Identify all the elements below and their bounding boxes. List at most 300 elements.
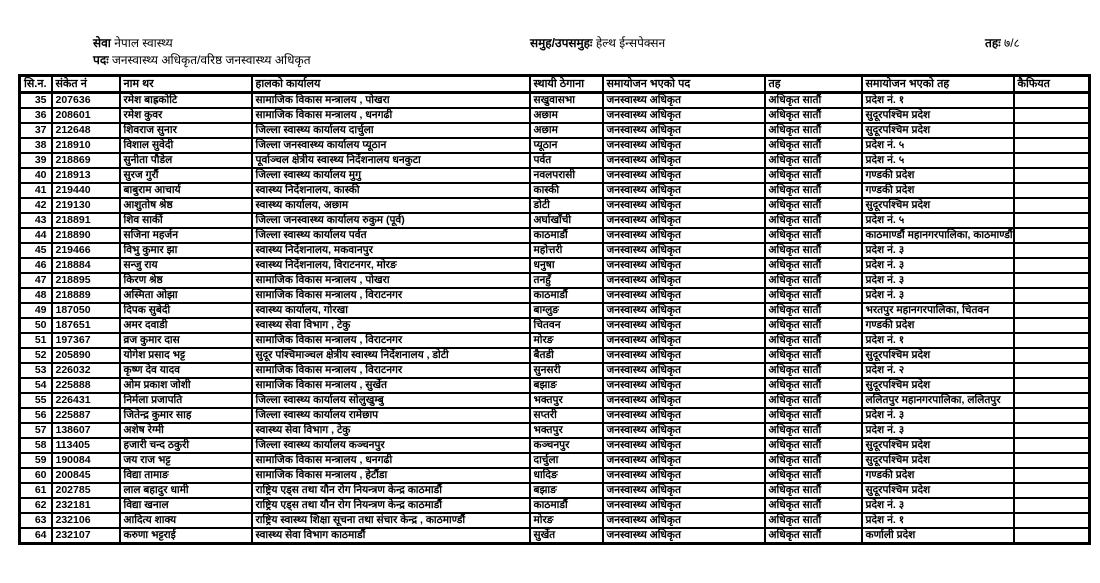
column-header: संकेत नं: [52, 76, 120, 93]
table-cell: प्रदेश नं. ३: [862, 423, 1014, 438]
table-cell: राष्ट्रिय एड्स तथा यौन रोग नियन्त्रण केन्द्र काठमाडौं: [252, 483, 530, 498]
table-cell: 49: [20, 303, 52, 318]
table-cell: 218913: [52, 168, 120, 183]
table-cell: प्रदेश नं. ३: [862, 258, 1014, 273]
table-cell: 43: [20, 213, 52, 228]
table-cell: सामाजिक विकास मन्त्रालय , विराटनगर: [252, 333, 530, 348]
table-cell: प्रदेश नं. ३: [862, 408, 1014, 423]
table-cell: [1014, 138, 1090, 153]
level-label: तहः: [985, 36, 1001, 50]
table-cell: काठमाडौं: [530, 498, 603, 513]
table-cell: अधिकृत सातौं: [765, 408, 862, 423]
table-cell: स्वास्थ्य सेवा विभाग , टेकु: [252, 318, 530, 333]
table-cell: जनस्वास्थ्य अधिकृत: [603, 333, 765, 348]
table-cell: अधिकृत सातौं: [765, 468, 862, 483]
table-cell: [1014, 438, 1090, 453]
table-cell: बझाङ: [530, 483, 603, 498]
table-cell: 219130: [52, 198, 120, 213]
table-row: [20, 93, 1090, 109]
table-cell: कृष्ण देव यादव: [120, 363, 252, 378]
table-cell: जनस्वास्थ्य अधिकृत: [603, 423, 765, 438]
table-header-row: [20, 76, 1090, 93]
table-row: [20, 108, 1090, 123]
table-cell: अधिकृत सातौं: [765, 273, 862, 288]
table-cell: 218895: [52, 273, 120, 288]
table-row: [20, 138, 1090, 153]
table-cell: 60: [20, 468, 52, 483]
service-line: [93, 34, 173, 51]
table-cell: 225888: [52, 378, 120, 393]
table-cell: कर्णाली प्रदेश: [862, 528, 1014, 544]
table-cell: विशाल सुवेदी: [120, 138, 252, 153]
table-cell: अधिकृत सातौं: [765, 303, 862, 318]
table-cell: जनस्वास्थ्य अधिकृत: [603, 273, 765, 288]
table-cell: लाल बहादुर धामी: [120, 483, 252, 498]
table-cell: सुदूरपश्चिम प्रदेश: [862, 108, 1014, 123]
table-cell: 232106: [52, 513, 120, 528]
table-cell: 37: [20, 123, 52, 138]
table-cell: स्वास्थ्य निर्देशनालय, मकवानपुर: [252, 243, 530, 258]
table-cell: डोटी: [530, 198, 603, 213]
table-cell: 52: [20, 348, 52, 363]
table-cell: अधिकृत सातौं: [765, 528, 862, 544]
table-cell: स्वास्थ्य कार्यालय, अछाम: [252, 198, 530, 213]
table-cell: [1014, 303, 1090, 318]
table-cell: अधिकृत सातौं: [765, 483, 862, 498]
table-cell: सजिना महर्जन: [120, 228, 252, 243]
table-cell: अधिकृत सातौं: [765, 183, 862, 198]
table-cell: 35: [20, 93, 52, 109]
table-cell: प्रदेश नं. ५: [862, 213, 1014, 228]
table-cell: जनस्वास्थ्य अधिकृत: [603, 168, 765, 183]
table-cell: 205890: [52, 348, 120, 363]
table-cell: सन्जु राय: [120, 258, 252, 273]
table-cell: हजारी चन्द ठकुरी: [120, 438, 252, 453]
table-cell: 218891: [52, 213, 120, 228]
table-cell: दिपक सुबेदी: [120, 303, 252, 318]
table-cell: 202785: [52, 483, 120, 498]
table-cell: जितेन्द्र कुमार साह: [120, 408, 252, 423]
table-cell: अधिकृत सातौं: [765, 153, 862, 168]
table-cell: सामाजिक विकास मन्त्रालय , विराटनगर: [252, 363, 530, 378]
table-cell: 53: [20, 363, 52, 378]
table-cell: सामाजिक विकास मन्त्रालय , पोखरा: [252, 93, 530, 109]
table-row: [20, 243, 1090, 258]
table-cell: [1014, 453, 1090, 468]
table-cell: 187651: [52, 318, 120, 333]
table-cell: पर्वत: [530, 153, 603, 168]
table-cell: 232181: [52, 498, 120, 513]
table-cell: अधिकृत सातौं: [765, 393, 862, 408]
table-cell: 58: [20, 438, 52, 453]
column-header: स्थायी ठेगाना: [530, 76, 603, 93]
table-cell: सुदूरपश्चिम प्रदेश: [862, 483, 1014, 498]
table-cell: अधिकृत सातौं: [765, 228, 862, 243]
table-cell: अधिकृत सातौं: [765, 123, 862, 138]
table-cell: [1014, 153, 1090, 168]
table-cell: सामाजिक विकास मन्त्रालय , विराटनगर: [252, 288, 530, 303]
table-cell: [1014, 393, 1090, 408]
table-cell: 218910: [52, 138, 120, 153]
table-row: [20, 393, 1090, 408]
table-cell: 61: [20, 483, 52, 498]
table-cell: जनस्वास्थ्य अधिकृत: [603, 453, 765, 468]
table-cell: भरतपुर महानगरपालिका, चितवन: [862, 303, 1014, 318]
table-cell: अधिकृत सातौं: [765, 288, 862, 303]
table-cell: गण्डकी प्रदेश: [862, 183, 1014, 198]
table-cell: सामाजिक विकास मन्त्रालय , धनगढी: [252, 108, 530, 123]
table-cell: 218884: [52, 258, 120, 273]
table-cell: जनस्वास्थ्य अधिकृत: [603, 183, 765, 198]
table-cell: भक्तपुर: [530, 423, 603, 438]
table-cell: सुनीता पौडेल: [120, 153, 252, 168]
table-cell: [1014, 528, 1090, 544]
table-row: [20, 168, 1090, 183]
table-cell: 197367: [52, 333, 120, 348]
table-cell: जनस्वास्थ्य अधिकृत: [603, 378, 765, 393]
table-cell: [1014, 213, 1090, 228]
table-cell: चितवन: [530, 318, 603, 333]
level-line: [985, 34, 1020, 51]
table-cell: 51: [20, 333, 52, 348]
table-row: [20, 153, 1090, 168]
table-cell: प्रदेश नं. २: [862, 363, 1014, 378]
table-cell: [1014, 378, 1090, 393]
table-cell: 54: [20, 378, 52, 393]
column-header: समायोजन भएको पद: [603, 76, 765, 93]
table-cell: जनस्वास्थ्य अधिकृत: [603, 348, 765, 363]
table-row: [20, 123, 1090, 138]
table-cell: जिल्ला स्वास्थ्य कार्यालय सोलुखुम्बु: [252, 393, 530, 408]
service-value: नेपाल स्वास्थ्य: [114, 36, 173, 50]
table-cell: [1014, 183, 1090, 198]
table-cell: 212648: [52, 123, 120, 138]
table-cell: गण्डकी प्रदेश: [862, 318, 1014, 333]
table-cell: जनस्वास्थ्य अधिकृत: [603, 138, 765, 153]
table-row: [20, 483, 1090, 498]
table-cell: जिल्ला स्वास्थ्य कार्यालय दार्चुला: [252, 123, 530, 138]
table-cell: 62: [20, 498, 52, 513]
table-cell: [1014, 498, 1090, 513]
table-cell: प्यूठान: [530, 138, 603, 153]
table-cell: सुदूरपश्चिम प्रदेश: [862, 123, 1014, 138]
table-cell: सुदूरपश्चिम प्रदेश: [862, 348, 1014, 363]
table-cell: 57: [20, 423, 52, 438]
table-cell: अधिकृत सातौं: [765, 243, 862, 258]
table-cell: 218869: [52, 153, 120, 168]
table-cell: अधिकृत सातौं: [765, 378, 862, 393]
table-cell: 226431: [52, 393, 120, 408]
table-cell: प्रदेश नं. १: [862, 93, 1014, 109]
table-cell: [1014, 318, 1090, 333]
service-label: सेवा: [93, 36, 111, 50]
table-cell: रमेश कुवर: [120, 108, 252, 123]
table-cell: ओम प्रकाश जोशी: [120, 378, 252, 393]
table-cell: जनस्वास्थ्य अधिकृत: [603, 153, 765, 168]
table-cell: [1014, 168, 1090, 183]
table-cell: सुदूरपश्चिम प्रदेश: [862, 198, 1014, 213]
column-header: समायोजन भएको तह: [862, 76, 1014, 93]
table-cell: बाबुराम आचार्य: [120, 183, 252, 198]
table-cell: 218889: [52, 288, 120, 303]
table-cell: सामाजिक विकास मन्त्रालय , हेटौंडा: [252, 468, 530, 483]
table-cell: आशुतोष श्रेष्ठ: [120, 198, 252, 213]
table-cell: 64: [20, 528, 52, 544]
table-cell: काठमाडौं: [530, 288, 603, 303]
table-cell: योगेश प्रसाद भट्ट: [120, 348, 252, 363]
table-cell: ललितपुर महानगरपालिका, ललितपुर: [862, 393, 1014, 408]
table-cell: तनहुँ: [530, 273, 603, 288]
table-cell: अधिकृत सातौं: [765, 318, 862, 333]
column-header: कैफियत: [1014, 76, 1090, 93]
table-cell: सामाजिक विकास मन्त्रालय , धनगढी: [252, 453, 530, 468]
table-cell: करुणा भट्टराई: [120, 528, 252, 544]
table-cell: बझाङ: [530, 378, 603, 393]
table-cell: 226032: [52, 363, 120, 378]
table-cell: अमर दवाडी: [120, 318, 252, 333]
table-cell: प्रदेश नं. १: [862, 333, 1014, 348]
table-cell: अधिकृत सातौं: [765, 513, 862, 528]
table-body: [20, 93, 1090, 544]
table-cell: प्रदेश नं. ३: [862, 498, 1014, 513]
table-cell: अधिकृत सातौं: [765, 93, 862, 109]
table-row: [20, 348, 1090, 363]
table-cell: अधिकृत सातौं: [765, 108, 862, 123]
table-row: [20, 183, 1090, 198]
column-header: हालको कार्यालय: [252, 76, 530, 93]
table-cell: अधिकृत सातौं: [765, 438, 862, 453]
table-cell: 46: [20, 258, 52, 273]
table-cell: 219440: [52, 183, 120, 198]
table-cell: 208601: [52, 108, 120, 123]
table-cell: [1014, 198, 1090, 213]
table-cell: स्वास्थ्य निर्देशनालय, विराटनगर, मोरङ: [252, 258, 530, 273]
post-value: जनस्वास्थ्य अधिकृत/वरिष्ठ जनस्वास्थ्य अधिकृत: [111, 53, 311, 67]
table-cell: काठमाडौं: [530, 228, 603, 243]
table-cell: [1014, 228, 1090, 243]
table-cell: [1014, 468, 1090, 483]
table-cell: सुनसरी: [530, 363, 603, 378]
table-row: [20, 513, 1090, 528]
table-cell: सुदूर पश्चिमाञ्चल क्षेत्रीय स्वास्थ्य निर्देशनालय , डोटी: [252, 348, 530, 363]
table-cell: [1014, 408, 1090, 423]
table-cell: 190084: [52, 453, 120, 468]
table-cell: सामाजिक विकास मन्त्रालय , पोखरा: [252, 273, 530, 288]
table-cell: 47: [20, 273, 52, 288]
table-row: [20, 333, 1090, 348]
table-cell: विभु कुमार झा: [120, 243, 252, 258]
group-label: समुह/उपसमुहः: [530, 36, 593, 50]
table-cell: राष्ट्रिय स्वास्थ्य शिक्षा सूचना तथा संचार केन्द्र , काठमाण्डौं: [252, 513, 530, 528]
table-cell: [1014, 348, 1090, 363]
table-cell: सुदूरपश्चिम प्रदेश: [862, 453, 1014, 468]
table-cell: धनुषा: [530, 258, 603, 273]
table-cell: जिल्ला जनस्वास्थ्य कार्यालय रुकुम (पूर्व): [252, 213, 530, 228]
table-cell: धादिङ: [530, 468, 603, 483]
table-row: [20, 273, 1090, 288]
table-cell: स्वास्थ्य निर्देशनालय, कास्की: [252, 183, 530, 198]
table-cell: गण्डकी प्रदेश: [862, 168, 1014, 183]
table-cell: व्रज कुमार दास: [120, 333, 252, 348]
table-cell: जनस्वास्थ्य अधिकृत: [603, 108, 765, 123]
table-cell: [1014, 123, 1090, 138]
table-cell: 38: [20, 138, 52, 153]
table-cell: सुर्खेत: [530, 528, 603, 544]
table-cell: जनस्वास्थ्य अधिकृत: [603, 288, 765, 303]
table-cell: सुदूरपश्चिम प्रदेश: [862, 378, 1014, 393]
table-cell: शिवराज सुनार: [120, 123, 252, 138]
table-cell: अधिकृत सातौं: [765, 348, 862, 363]
table-cell: जनस्वास्थ्य अधिकृत: [603, 408, 765, 423]
table-cell: प्रदेश नं. ३: [862, 273, 1014, 288]
table-row: [20, 378, 1090, 393]
table-cell: जनस्वास्थ्य अधिकृत: [603, 303, 765, 318]
table-cell: बैतडी: [530, 348, 603, 363]
column-header: तह: [765, 76, 862, 93]
table-cell: [1014, 288, 1090, 303]
table-cell: 187050: [52, 303, 120, 318]
table-cell: दार्चुला: [530, 453, 603, 468]
table-cell: 63: [20, 513, 52, 528]
table-cell: जनस्वास्थ्य अधिकृत: [603, 363, 765, 378]
table-cell: जनस्वास्थ्य अधिकृत: [603, 483, 765, 498]
table-row: [20, 198, 1090, 213]
column-header: नाम थर: [120, 76, 252, 93]
table-cell: अधिकृत सातौं: [765, 198, 862, 213]
table-cell: [1014, 243, 1090, 258]
group-value: हेल्थ ईन्सपेक्सन: [595, 36, 666, 50]
table-row: [20, 258, 1090, 273]
table-cell: 44: [20, 228, 52, 243]
table-cell: विद्या तामाङ: [120, 468, 252, 483]
table-cell: अधिकृत सातौं: [765, 363, 862, 378]
table-cell: शिव सार्की: [120, 213, 252, 228]
table-cell: अधिकृत सातौं: [765, 168, 862, 183]
column-header: सि.न.: [20, 76, 52, 93]
table-cell: अछाम: [530, 108, 603, 123]
table-cell: जनस्वास्थ्य अधिकृत: [603, 123, 765, 138]
table-row: [20, 228, 1090, 243]
staff-adjustment-table: [18, 74, 1091, 545]
table-cell: जनस्वास्थ्य अधिकृत: [603, 198, 765, 213]
table-cell: प्रदेश नं. ५: [862, 153, 1014, 168]
table-cell: अधिकृत सातौं: [765, 138, 862, 153]
table-cell: गण्डकी प्रदेश: [862, 468, 1014, 483]
table-cell: 36: [20, 108, 52, 123]
table-cell: मोरङ: [530, 513, 603, 528]
table-cell: स्वास्थ्य सेवा विभाग काठमाडौं: [252, 528, 530, 544]
table-cell: भक्तपुर: [530, 393, 603, 408]
table-cell: अधिकृत सातौं: [765, 258, 862, 273]
post-line: [93, 51, 311, 68]
table-cell: जिल्ला स्वास्थ्य कार्यालय कञ्चनपुर: [252, 438, 530, 453]
table-cell: 50: [20, 318, 52, 333]
table-cell: जनस्वास्थ्य अधिकृत: [603, 528, 765, 544]
table-cell: स्वास्थ्य कार्यालय, गोरखा: [252, 303, 530, 318]
table-cell: जनस्वास्थ्य अधिकृत: [603, 393, 765, 408]
table-cell: जनस्वास्थ्य अधिकृत: [603, 93, 765, 109]
table-cell: निर्मला प्रजापति: [120, 393, 252, 408]
table-cell: कञ्चनपुर: [530, 438, 603, 453]
table-cell: 232107: [52, 528, 120, 544]
table-cell: [1014, 93, 1090, 109]
table-cell: जनस्वास्थ्य अधिकृत: [603, 213, 765, 228]
table-row: [20, 303, 1090, 318]
table-cell: मोरङ: [530, 333, 603, 348]
table-cell: [1014, 333, 1090, 348]
table-cell: [1014, 108, 1090, 123]
table-row: [20, 498, 1090, 513]
table-cell: जनस्वास्थ्य अधिकृत: [603, 228, 765, 243]
table-cell: जनस्वास्थ्य अधिकृत: [603, 498, 765, 513]
table-cell: [1014, 273, 1090, 288]
table-cell: 200845: [52, 468, 120, 483]
table-cell: 207636: [52, 93, 120, 109]
table-cell: जनस्वास्थ्य अधिकृत: [603, 513, 765, 528]
table-cell: प्रदेश नं. १: [862, 513, 1014, 528]
table-cell: किरण श्रेष्ठ: [120, 273, 252, 288]
table-cell: 218890: [52, 228, 120, 243]
table-cell: [1014, 423, 1090, 438]
table-cell: पूर्वाञ्चल क्षेत्रीय स्वास्थ्य निर्देशनालय धनकुटा: [252, 153, 530, 168]
table-cell: 42: [20, 198, 52, 213]
table-cell: सप्तरी: [530, 408, 603, 423]
table-cell: अस्मिता ओझा: [120, 288, 252, 303]
table-cell: अर्घाखाँची: [530, 213, 603, 228]
table-cell: जनस्वास्थ्य अधिकृत: [603, 258, 765, 273]
table-cell: जनस्वास्थ्य अधिकृत: [603, 468, 765, 483]
table-cell: जिल्ला स्वास्थ्य कार्यालय मुगु: [252, 168, 530, 183]
table-cell: जनस्वास्थ्य अधिकृत: [603, 243, 765, 258]
table-cell: अधिकृत सातौं: [765, 333, 862, 348]
table-row: [20, 363, 1090, 378]
table-cell: सामाजिक विकास मन्त्रालय , सुर्खेत: [252, 378, 530, 393]
table-cell: अधिकृत सातौं: [765, 498, 862, 513]
table-cell: महोत्तरी: [530, 243, 603, 258]
table-cell: जनस्वास्थ्य अधिकृत: [603, 438, 765, 453]
table-cell: 41: [20, 183, 52, 198]
table-cell: प्रदेश नं. ५: [862, 138, 1014, 153]
table-cell: बाग्लुङ: [530, 303, 603, 318]
table-cell: काठमाण्डौं महानगरपालिका, काठमाण्डौं: [862, 228, 1014, 243]
table-cell: अधिकृत सातौं: [765, 213, 862, 228]
table-cell: [1014, 363, 1090, 378]
table-cell: सुदूरपश्चिम प्रदेश: [862, 438, 1014, 453]
table-cell: जय राज भट्ट: [120, 453, 252, 468]
table-cell: जिल्ला स्वास्थ्य कार्यालय पर्वत: [252, 228, 530, 243]
table-cell: 39: [20, 153, 52, 168]
table-cell: कास्की: [530, 183, 603, 198]
table-cell: जनस्वास्थ्य अधिकृत: [603, 318, 765, 333]
table-row: [20, 468, 1090, 483]
table-cell: 40: [20, 168, 52, 183]
table-cell: [1014, 258, 1090, 273]
table-cell: सखुवासभा: [530, 93, 603, 109]
table-cell: रमेश बाह्रकोटि: [120, 93, 252, 109]
table-cell: 56: [20, 408, 52, 423]
table-cell: [1014, 483, 1090, 498]
table-cell: 48: [20, 288, 52, 303]
table-cell: 45: [20, 243, 52, 258]
table-row: [20, 528, 1090, 544]
table-row: [20, 288, 1090, 303]
post-label: पदः: [93, 53, 109, 67]
table-cell: 225887: [52, 408, 120, 423]
table-cell: विद्या खनाल: [120, 498, 252, 513]
table-row: [20, 438, 1090, 453]
table-row: [20, 408, 1090, 423]
table-cell: 59: [20, 453, 52, 468]
